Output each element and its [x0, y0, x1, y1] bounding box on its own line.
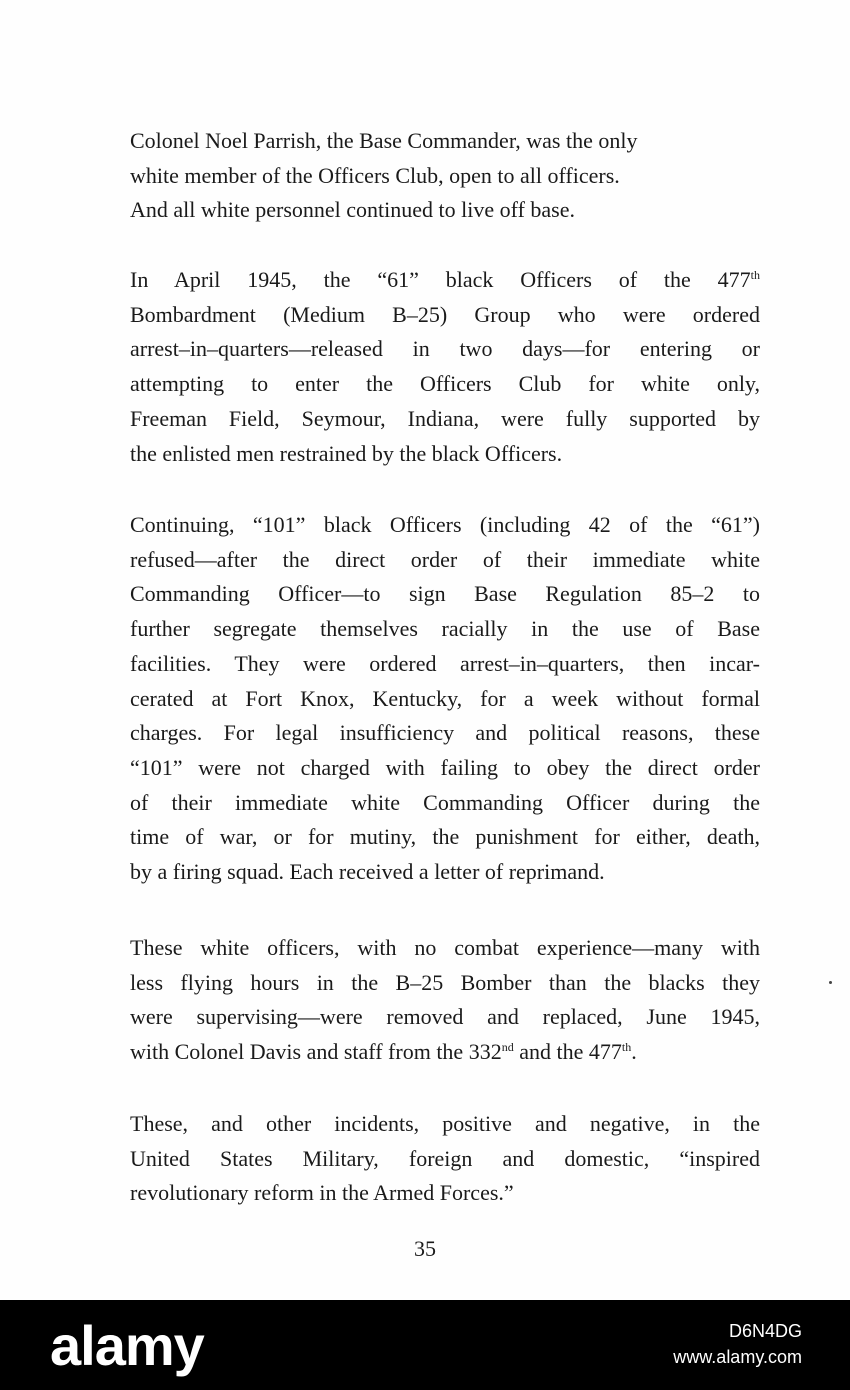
superscript-th: th: [750, 268, 760, 282]
paper-speck: [829, 981, 832, 984]
text-line: refused—after the direct order of their immediate white: [130, 546, 760, 572]
text-line: Commanding Officer—to sign Base Regulation 85–2 to: [130, 581, 760, 607]
superscript-th: th: [621, 1040, 632, 1055]
text-line: arrest–in–quarters—released in two days—for entering or: [130, 336, 760, 362]
paragraph-white-officers: [130, 931, 760, 1070]
text-line: were supervising—were removed and replaced, June 1945,: [130, 1004, 760, 1030]
text-line: facilities. They were ordered arrest–in–quarters, then incar-: [130, 650, 760, 676]
text-line: time of war, or for mutiny, the punishment for either, death,: [130, 824, 760, 850]
text-line-body: with Colonel Davis and staff from the 332: [130, 1039, 502, 1065]
text-line: United States Military, foreign and domestic, “inspired: [130, 1145, 760, 1171]
text-line: cerated at Fort Knox, Kentucky, for a week without formal: [130, 685, 760, 711]
text-line: the enlisted men restrained by the black Officers.: [130, 440, 563, 466]
text-line: [130, 263, 760, 298]
text-line-body: .: [631, 1039, 637, 1065]
site-url: www.alamy.com: [673, 1347, 802, 1367]
text-line: charges. For legal insufficiency and political reasons, these: [130, 720, 760, 746]
paragraph-reform: [130, 1107, 760, 1211]
text-line: Continuing, “101” black Officers (including 42 of the “61”): [130, 512, 760, 537]
text-line: These, and other incidents, positive and negative, in the: [130, 1111, 760, 1136]
text-line: Colonel Noel Parrish, the Base Commander, was the only: [130, 128, 638, 153]
text-line: Freeman Field, Seymour, Indiana, were fully supported by: [130, 405, 760, 431]
text-line-body: In April 1945, the “61” black Officers of the 477: [130, 267, 751, 292]
text-line: of their immediate white Commanding Officer during the: [130, 789, 760, 815]
text-line: These white officers, with no combat experience—many with: [130, 935, 760, 960]
image-id: D6N4DG: [728, 1321, 802, 1341]
text-line: And all white personnel continued to live off base.: [130, 197, 575, 223]
text-line: less flying hours in the B–25 Bomber than the blacks they: [130, 969, 760, 995]
brand-logo: alamy: [50, 1314, 204, 1377]
watermark-footer: [0, 1300, 850, 1390]
text-line: by a firing squad. Each received a letter of reprimand.: [130, 859, 605, 885]
text-line: “101” were not charged with failing to obey the direct order: [130, 754, 760, 780]
text-line: attempting to enter the Officers Club for white only,: [130, 371, 760, 397]
text-line: revolutionary reform in the Armed Forces.”: [130, 1180, 514, 1206]
text-line: white member of the Officers Club, open to all officers.: [130, 162, 620, 188]
page-number: 35: [414, 1236, 436, 1261]
paragraph-continuing: [130, 508, 760, 890]
superscript-nd: nd: [501, 1040, 514, 1055]
paragraph-april-1945: [130, 263, 760, 471]
paragraph-parrish: [130, 124, 760, 228]
text-line: Bombardment (Medium B–25) Group who were ordered: [130, 301, 760, 327]
text-line-body: and the 477: [513, 1039, 622, 1065]
text-line: further segregate themselves racially in the use of Base: [130, 616, 760, 642]
text-line: [130, 1035, 760, 1070]
